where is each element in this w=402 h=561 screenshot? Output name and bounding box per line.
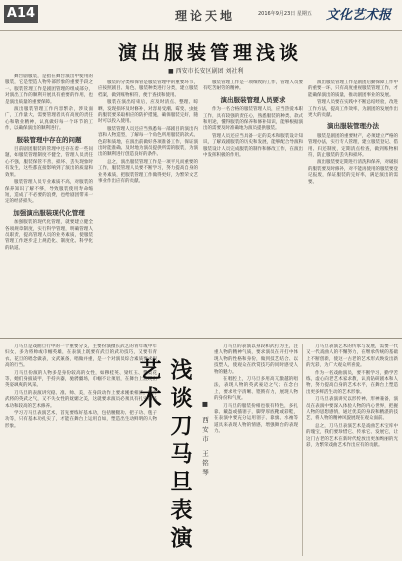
paragraph: 作为一名合格的服装管理人员，应当热爱本职工作，具有较强的责任心，熟悉服装的种类、款式和用途，懂得服装的保养和修补知识，能够根据演出的需要及时准确地为演员提供服装。: [203, 107, 303, 132]
paragraph: 刀马旦扮演的人物多是身份较高的女性，如穆桂英、梁红玉、樊梨花等，她们身披战甲，手持兵器，驰骋疆场，巾帼不让须眉，在舞台上展现出英姿飒爽的风采。: [5, 370, 157, 389]
article1-column-3: [203, 80, 303, 336]
paragraph: 演出服装管理工作内容繁杂，涉及面广，工作量大，需要管理者具有高度的责任心和敬业精神，认真做好每一个环节的工作，以确保演出的顺利进行。: [5, 107, 93, 132]
page-header: [0, 0, 402, 31]
section-title: 理论天地: [175, 9, 236, 23]
paragraph: 服装的分类和保管是服装管理中的重要环节，应按照剧目、角色、服装种类进行分类，建立服装档案，做到账物相符，便于查找和使用。: [98, 80, 198, 98]
column-divider: [302, 344, 303, 556]
article2-middle-column: [214, 344, 298, 558]
article2-byline: ■ 西安市 王铭琴: [201, 400, 209, 479]
paragraph: 总之，刀马旦表演艺术是戏曲艺术宝库中的瑰宝，我们要珍惜它、传承它、发展它，让这门古老的艺术在新时代绽放出更加绚丽的光彩，为繁荣戏曲艺术作出应有的贡献。: [306, 423, 398, 449]
paragraph: 刀马旦是戏曲旦行中的一个重要分支，主要扮演擅长武艺的青年或中年妇女，多为将帅或巾帼英雄，在表演上既要有武旦的武功技巧，又要有青衣、花旦的唱念做表，文武兼备，唱做并重，是一个对演员综合素质要求很高的行当。: [5, 344, 157, 369]
paragraph: 刀马旦表演艺术的传承与发展，需要一代又一代戏曲人的不懈努力，在继承传统的基础上不断创新，使这一古老的艺术形式焕发出新的光彩，为广大观众所喜爱。: [306, 344, 398, 369]
paragraph: 刀马旦的表演以身段和武打为主，注重人物的精神气质，要求演员在开打中体现人物的性格和身份，做到技艺结合、以技塑人，使观众在欣赏技巧的同时感受人物的魅力。: [214, 344, 298, 375]
article1-title: 演出服装管理浅谈: [118, 42, 303, 64]
paragraph: 服装是剧团的重要财产，必须建立严格的管理办法，实行专人管理，建立服装登记、借用、归还制度，定期清点检查，做到账物相符，防止服装的丢失和损坏。: [308, 133, 398, 159]
article2-title: 浅谈刀马旦表演艺术: [136, 358, 192, 554]
paragraph: 刀马旦的服装扮相也很有特色，多扎靠、戴盔或插翎子，脚穿厚底靴或彩鞋，在表演中要充分运用翎子、靠旗、水袖等道具来表现人物的情感，增强舞台的表现力。: [214, 403, 298, 435]
article1-subhead: 演出服装管理人员要求: [220, 95, 286, 104]
paragraph: 演出服装管理工作是剧团后勤保障工作中的重要一环，只有高度重视服装管理工作，才能确保演出的质量，推动剧团事业的发展。: [308, 80, 398, 98]
article1-column-4: [308, 80, 398, 336]
paragraph: 作为一名戏曲演员，要不断学习，勤学苦练，虚心向老艺术家求教，认真钻研剧本和人物，努力提高自身的艺术水平，在舞台上塑造出更多鲜活生动的艺术形象。: [306, 370, 398, 395]
page-number: A14: [4, 5, 38, 23]
article1-byline: ■ 西安市长安区剧团 刘社利: [168, 68, 244, 75]
paragraph: 服装管理人员专业素质不高，对服装的保养知识了解不够，导致服装使用寿命缩短，造成了不必要的浪费，也给剧团带来一定的经济损失。: [5, 180, 93, 205]
paragraph: 舞台剧服装，是指在舞台演出中使用的服装，它是塑造人物外部形象的重要手段之一。服装管理工作是剧团管理的组成部分，对演出工作的顺利开展具有重要的作用，也是演出质量的重要保障。: [5, 74, 93, 105]
article1-column-1: [5, 74, 93, 336]
paragraph: 服装在演出结束后，应及时清点、整理、晾晒，发现损坏及时修补，对容易受潮、霉变、虫蛀的服装要采取相应的防护措施，确保服装完好，随时可以投入使用。: [98, 100, 198, 125]
paragraph: 刀马旦的表演讲究稳、准、帅、美，在身段动作上要求刚柔相济，既有武将的英武之气，又不失女性的妩媚之美，这就要求演员必须具有扎实的基本功和较高的艺术修养。: [5, 390, 157, 409]
paragraph: 管理人员还应当具备一定的美术和服装设计知识，了解戏剧服装的历史和发展，能够配合导演和服装设计人员完成服装的制作和修改工作，在演出中发挥积极的作用。: [203, 133, 303, 159]
paragraph: 加强服装的现代化管理，就要建立健全各项规章制度，实行科学管理，明确管理人员职责，提高管理人员的业务素质，使服装管理工作逐步走上规范化、制度化、科学化的轨道。: [5, 220, 93, 251]
paragraph: 服装管理人员还应当熟悉每一部剧目的演出内容和人物造型，了解每一个角色所用服装的款式、色彩和质地，在演出前做好各项准备工作，保证演出时能准确、及时地为演员提供所需的服装，为演出的顺利进行创造良好的条件。: [98, 126, 198, 158]
paragraph: 总之，演出服装管理工作是一项平凡而重要的工作，服装管理人员要不断学习，努力提高自身的业务素质，把服装管理工作做得更好，为繁荣文艺事业作出应有的贡献。: [98, 159, 198, 185]
paragraph: 学习刀马旦表演艺术，首先要练好基本功，包括腰腿功、把子功、毯子功等，只有基本功扎实了，才能在舞台上运用自如，塑造出生动鲜明的人物形象。: [5, 411, 157, 429]
newspaper-masthead: 文化艺术报: [326, 8, 392, 23]
paragraph: 刀马旦表演讲究以形传神、形神兼备，演员在表演中要深入体验人物的内心世界，把握人物的思想感情，通过优美的身段和精湛的技艺，将人物的精神风貌展现在观众面前。: [306, 397, 398, 422]
paragraph: 管理人员要在实践中不断总结经验，改进工作方法，提高工作效率，为剧团的发展作出更大的贡献。: [308, 100, 398, 119]
article-divider: [0, 338, 402, 339]
article1-subhead: 服装管理中存在的问题: [16, 135, 82, 144]
paragraph: 演出服装要定期进行清洗和保养，对破损的服装要及时修补，对不能再使用的服装要登记报废，保证服装的完好率，满足演出的需要。: [308, 160, 398, 185]
article1-subhead: 加强演出服装现代化管理: [13, 208, 85, 217]
article1-subhead: 演出服装管理办法: [327, 122, 379, 131]
paragraph: 服装管理工作是一项细致的工作，管理人员要有吃苦耐劳的精神。: [203, 80, 303, 92]
issue-date: 2016年9月23日 星期五: [258, 11, 312, 17]
paragraph: 目前剧团服装的管理中还存在着一些问题，如服装管理制度不健全，管理人员责任心不强，服装保管不善，损坏、丢失现象时有发生，这些都直接影响到了演出的质量和效果。: [5, 147, 93, 178]
paragraph: 在唱腔上，刀马旦多用高亢激越的唱法，表现人物的英武豪迈之气；在念白上，要求吐字清晰、铿锵有力，展现人物的身份和气度。: [214, 377, 298, 402]
article1-column-2: [98, 80, 198, 336]
article2-right-column: [306, 344, 398, 558]
